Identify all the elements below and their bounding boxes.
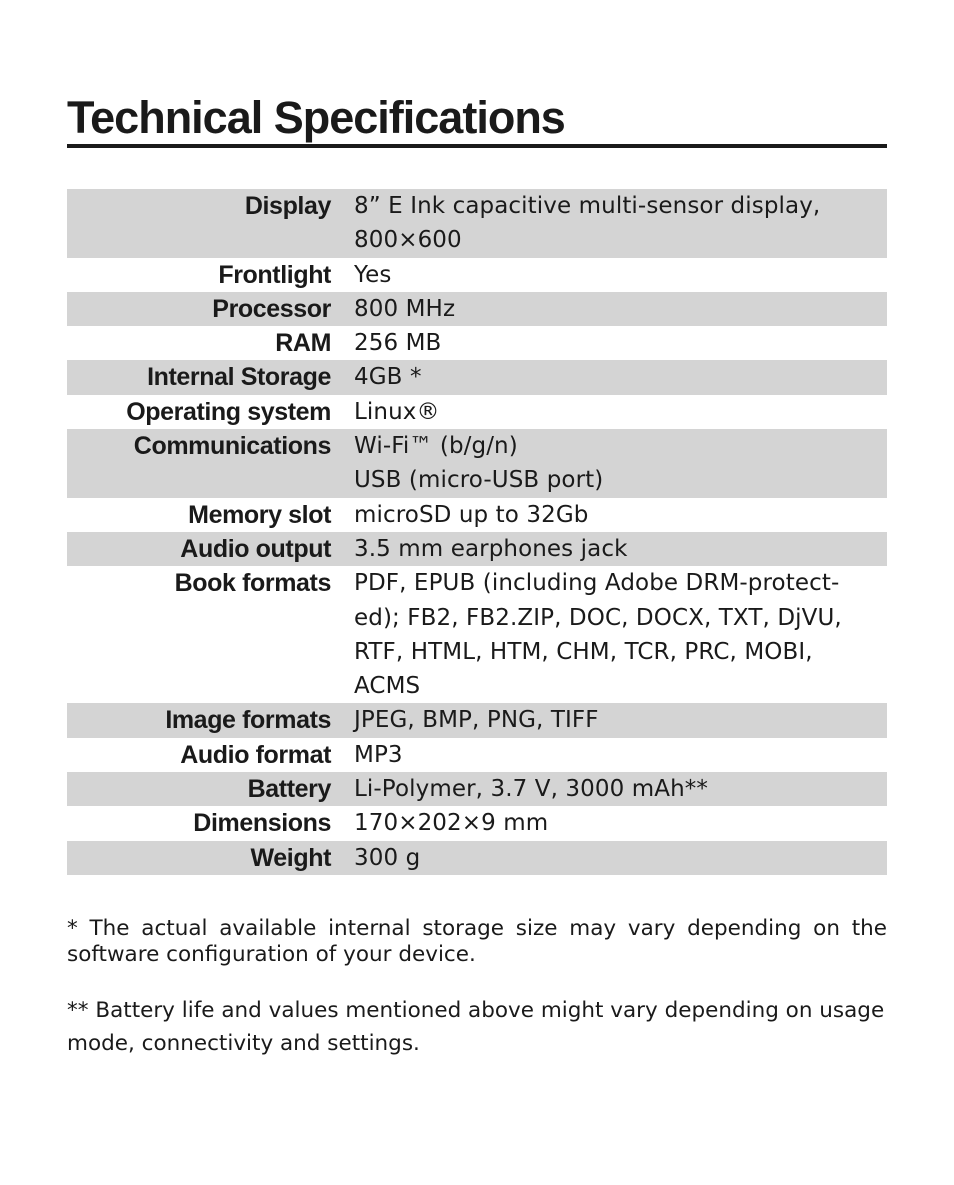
spec-value-line: ACMS <box>354 673 421 700</box>
spec-label: Internal Storage <box>67 360 354 394</box>
spec-row <box>67 429 887 498</box>
spec-value-line: Linux® <box>354 398 440 425</box>
spec-value <box>354 326 887 360</box>
spec-value <box>354 772 887 806</box>
spec-row <box>67 703 887 737</box>
spec-table <box>67 189 887 875</box>
spec-value <box>354 841 887 875</box>
footnote-storage: * The actual available internal storage size may vary depending on the software configuration of your device. <box>67 916 887 967</box>
spec-value-line: 170×202×9 mm <box>354 810 549 837</box>
spec-value-line: ed); FB2, FB2.ZIP, DOC, DOCX, TXT, DjVU, <box>354 604 842 631</box>
spec-value-line: 300 g <box>354 844 421 871</box>
spec-label: Memory slot <box>188 500 331 529</box>
spec-row <box>67 532 887 566</box>
title-underline-rule <box>67 144 887 148</box>
spec-value-line: microSD up to 32Gb <box>354 501 589 528</box>
spec-value-line: Wi-Fi™ (b/g/n) <box>354 433 518 460</box>
spec-value-line: 3.5 mm earphones jack <box>354 535 628 562</box>
spec-label: Audio format <box>180 740 331 769</box>
spec-value-line: 4GB * <box>354 364 422 391</box>
spec-label: Image formats <box>67 703 354 737</box>
spec-label: Weight <box>67 841 354 875</box>
spec-row <box>67 498 887 532</box>
spec-value <box>354 532 887 566</box>
spec-value-line: 800 MHz <box>354 295 456 322</box>
spec-value <box>354 703 887 737</box>
spec-row <box>67 566 887 703</box>
spec-label: Dimensions <box>193 809 331 838</box>
spec-value-line: 256 MB <box>354 330 442 357</box>
spec-label: Frontlight <box>218 260 331 289</box>
spec-row <box>67 292 887 326</box>
spec-value-line: JPEG, BMP, PNG, TIFF <box>354 707 599 734</box>
spec-row <box>67 326 887 360</box>
spec-row <box>67 258 887 292</box>
spec-row <box>67 841 887 875</box>
spec-row <box>67 806 887 840</box>
spec-value <box>354 258 887 292</box>
spec-value <box>354 360 887 394</box>
spec-value <box>354 395 887 429</box>
spec-value <box>354 189 887 258</box>
spec-value <box>354 566 887 703</box>
spec-value-line: 800×600 <box>354 227 462 254</box>
spec-value-line: Yes <box>354 261 392 288</box>
spec-row <box>67 189 887 258</box>
spec-label: Communications <box>67 429 354 498</box>
spec-row <box>67 395 887 429</box>
spec-value-line: USB (micro-USB port) <box>354 467 604 494</box>
spec-label: Processor <box>67 292 354 326</box>
page-title: Technical Specifications <box>67 92 565 143</box>
spec-value <box>354 429 887 498</box>
spec-row <box>67 772 887 806</box>
spec-row <box>67 360 887 394</box>
spec-value <box>354 738 887 772</box>
spec-label: RAM <box>275 329 331 358</box>
spec-value-line: MP3 <box>354 741 403 768</box>
spec-value <box>354 806 887 840</box>
spec-value <box>354 498 887 532</box>
spec-label: Battery <box>67 772 354 806</box>
spec-label: Operating system <box>126 397 331 426</box>
spec-value-line: PDF, EPUB (including Adobe DRM-protect- <box>354 570 840 597</box>
spec-label: Display <box>67 189 354 258</box>
spec-row <box>67 738 887 772</box>
spec-value <box>354 292 887 326</box>
spec-label: Book formats <box>174 569 331 598</box>
spec-value-line: Li-Polymer, 3.7 V, 3000 mAh** <box>354 776 708 803</box>
spec-label: Audio output <box>67 532 354 566</box>
spec-value-line: RTF, HTML, HTM, CHM, TCR, PRC, MOBI, <box>354 638 813 665</box>
spec-table-body <box>67 189 887 875</box>
spec-value-line: 8” E Ink capacitive multi-sensor display, <box>354 193 821 219</box>
footnote-battery: ** Battery life and values mentioned above might vary depending on usage mode, connectivity and settings. <box>67 998 885 1056</box>
